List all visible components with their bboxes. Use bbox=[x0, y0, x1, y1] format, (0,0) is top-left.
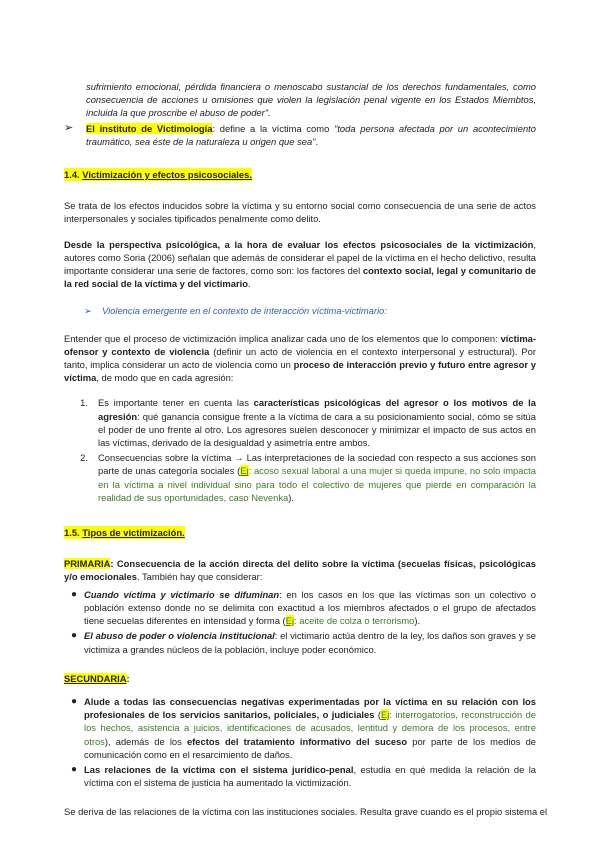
bullet-list-primaria bbox=[64, 588, 536, 656]
subheading-emergent-violence: ➢ Violencia emergente en el contexto de interacción víctima-victimario: bbox=[84, 305, 387, 317]
bullet-dot-icon: ● bbox=[70, 630, 78, 642]
victimology-definition: ➢ El instituto de Victimología: define a la víctima como "toda persona afectada por un acontecimiento traumático, sea éste de la naturaleza u origen que sea". bbox=[64, 121, 536, 147]
example-marker: Ej bbox=[380, 709, 390, 721]
section-heading-1-5: 1.5. Tipos de victimización. bbox=[64, 527, 185, 539]
list-item: ● Alude a todas las consecuencias negativas experimentadas por la víctima en su relación con los profesionales de los servicios sanitarios, policiales, o judiciales (Ej: interrogatorios, reconstrucción de los hechos, asistencia a juicios, identificaciones de acusados, lentitud y demora de los procesos, entre otros), además de los efectos del tratamiento informativo del suceso por parte de los medios de comunicación como en el resarcimiento de daños. bbox=[64, 695, 536, 761]
example-marker: Ej bbox=[285, 615, 295, 627]
bullet-dot-icon: ● bbox=[70, 763, 78, 775]
list-item: 2. Consecuencias sobre la víctima → Las interpretaciones de la sociedad con respecto a sus acciones son parte de unas categoría sociales (Ej: acoso sexual laboral a una mujer si queda impune, no solo impacta en la víctima a nivel individual sino para todo el colectivo de mujeres que pierde en comparación la realidad de sus oportunidades, caso Nevenka). bbox=[80, 452, 536, 503]
primaria-label: PRIMARIA bbox=[64, 558, 111, 570]
quote-continuation: sufrimiento emocional, pérdida financiera o menoscabo sustancial de los derechos fundamentales, como consecuencia de acciones u omisiones que violen la legislación penal vigente en los Estados Miembtos, incluida la que proscribe el abuso de poder". bbox=[86, 81, 536, 119]
numbered-list-aggression bbox=[64, 396, 536, 504]
paragraph-secundaria: SECUNDARIA: bbox=[64, 672, 130, 684]
document-page bbox=[64, 0, 548, 819]
list-item: ● Las relaciones de la víctima con el sistema jurídico-penal, estudia en qué medida la relación de la víctima con el sistema de justicia ha aumentado la victimización. bbox=[64, 763, 536, 789]
paragraph-victimization-process: Entender que el proceso de victimización implica analizar cada uno de los elementos que lo componen: víctima-ofensor y contexto de violencia (definir un acto de violencia en el contexto interpersonal y estructural). Por tanto, implica considerar un acto de violencia como un proceso de interacción previo y futuro entre agresor y víctima, de modo que en cada agresión: bbox=[64, 332, 536, 384]
paragraph-psychological-perspective: Desde la perspectiva psicológica, a la hora de evaluar los efectos psicosociales de la victimización, autores como Soria (2006) señalan que además de considerar el papel de la víctima en el hecho delictivo, resulta importante considerar una serie de factores, como son: los factores del contexto social, legal y comunitario de la red social de la víctima y del victimario. bbox=[64, 238, 536, 290]
bullet-dot-icon: ● bbox=[70, 695, 78, 707]
paragraph-final-line: Se deriva de las relaciones de la víctima con las instituciones sociales. Resulta grave cuando es el propio sistema el bbox=[64, 806, 548, 818]
paragraph-primaria: PRIMARIA: Consecuencia de la acción directa del delito sobre la víctima (secuelas físicas, psicológicas y/o emocionales. También hay que considerar: bbox=[64, 558, 536, 583]
example-marker: Ej bbox=[240, 465, 249, 477]
list-item: ● El abuso de poder o violencia institucional: el victimario actúa dentro de la ley, los daños son graves y se victimiza a grandes núcleos de la población, incluye poder económico. bbox=[64, 629, 536, 655]
secundaria-label: SECUNDARIA bbox=[64, 672, 127, 684]
arrow-bullet-icon: ➢ bbox=[64, 121, 74, 134]
victimology-label: El instituto de Victimología bbox=[86, 122, 213, 134]
section-heading-1-4: 1.4. Victimización y efectos psicosociales. bbox=[64, 169, 252, 181]
paragraph-effects-intro: Se trata de los efectos inducidos sobre la víctima y su entorno social como consecuencia de una serie de actos interpersonales y sociales tipificados penalmente como delito. bbox=[64, 200, 536, 225]
arrow-bullet-icon: ➢ bbox=[84, 305, 92, 317]
bullet-list-secundaria bbox=[64, 695, 536, 789]
bullet-dot-icon: ● bbox=[70, 588, 78, 600]
list-item: ● Cuando víctima y victimario se difuminan: en los casos en los que las víctimas son un colectivo o población extenso donde no se delimita con exactitud a los miembros afectados o el grupo de afectados tiene secuelas diferentes en intensidad y forma (Ej: aceite de colza o terrorismo). bbox=[64, 588, 536, 628]
list-item: 1. Es importante tener en cuenta las características psicológicas del agresor o los motivos de la agresión: qué ganancia consigue frente a la víctima de cara a su posicionamiento social, cómo se sitúa el poder de uno frente al otro. Los agresores suelen desconocer y minimizar el impacto de sus actos en las víctimas, derivado de la desigualdad y asimetría entre ambos. bbox=[80, 397, 537, 449]
